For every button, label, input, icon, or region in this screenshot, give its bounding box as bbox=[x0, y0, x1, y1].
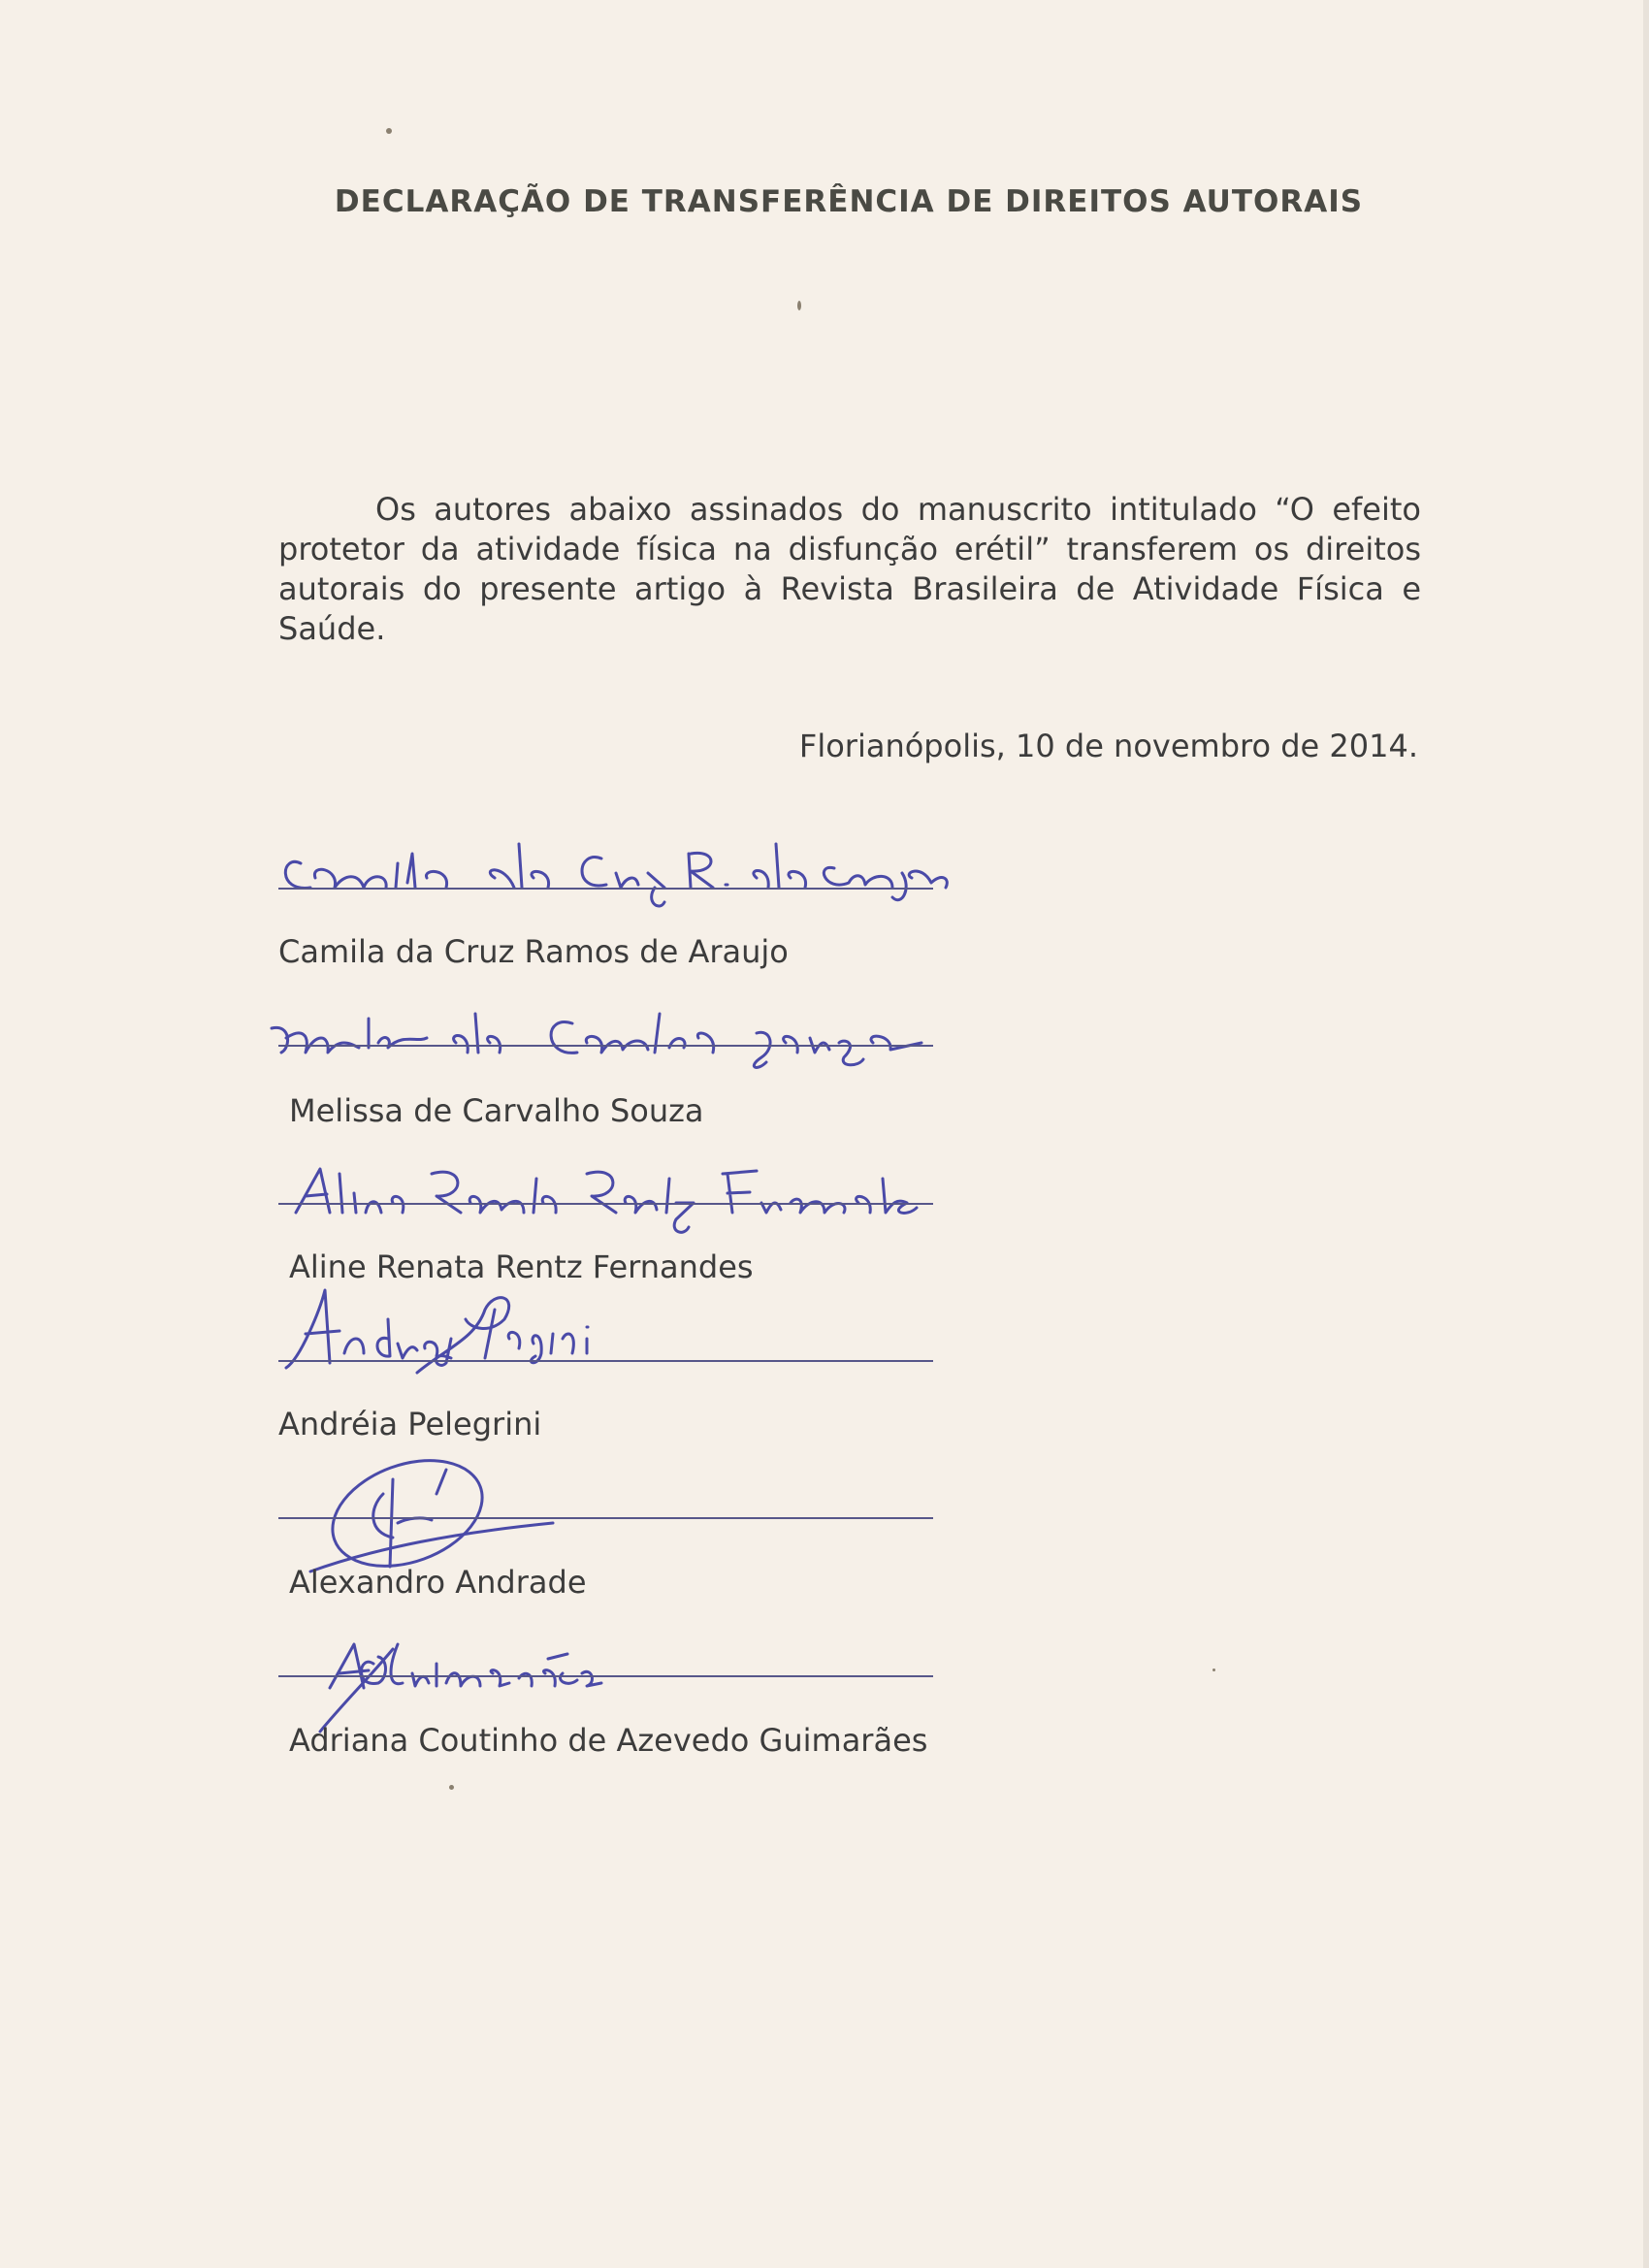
signature-aline bbox=[286, 1159, 907, 1237]
paper-speck bbox=[797, 301, 801, 310]
date-line: Florianópolis, 10 de novembro de 2014. bbox=[798, 728, 1418, 764]
signature-line bbox=[278, 888, 933, 890]
document-title: DECLARAÇÃO DE TRANSFERÊNCIA DE DIREITOS AUTORAIS bbox=[334, 184, 1364, 219]
signature-line bbox=[278, 1045, 933, 1047]
signatory-name: Alexandro Andrade bbox=[289, 1564, 587, 1601]
paper-speck bbox=[1212, 1669, 1215, 1671]
signature-melissa bbox=[262, 999, 941, 1077]
signatory-name: Adriana Coutinho de Azevedo Guimarães bbox=[289, 1722, 928, 1759]
signature-line bbox=[278, 1360, 933, 1362]
signature-andreia bbox=[281, 1280, 611, 1377]
declaration-body: Os autores abaixo assinados do manuscrito intitulado “O efeito protetor da atividade física na disfunção erétil” transferem os direitos autorais do presente artigo à Revista Brasileira de Atividade Física e Saúde. bbox=[278, 491, 1421, 647]
signatory-name: Melissa de Carvalho Souza bbox=[289, 1092, 704, 1129]
signatory-name: Camila da Cruz Ramos de Araujo bbox=[278, 933, 789, 970]
signature-line bbox=[278, 1517, 933, 1519]
signature-adriana bbox=[301, 1630, 708, 1736]
paper-speck bbox=[449, 1785, 454, 1790]
signatory-name: Andréia Pelegrini bbox=[278, 1406, 542, 1442]
signatory-name: Aline Renata Rentz Fernandes bbox=[289, 1248, 754, 1285]
page-edge bbox=[1643, 0, 1649, 2268]
signature-camila bbox=[272, 834, 912, 912]
signature-line bbox=[278, 1203, 933, 1205]
paper-speck bbox=[386, 128, 392, 134]
signature-line bbox=[278, 1675, 933, 1677]
